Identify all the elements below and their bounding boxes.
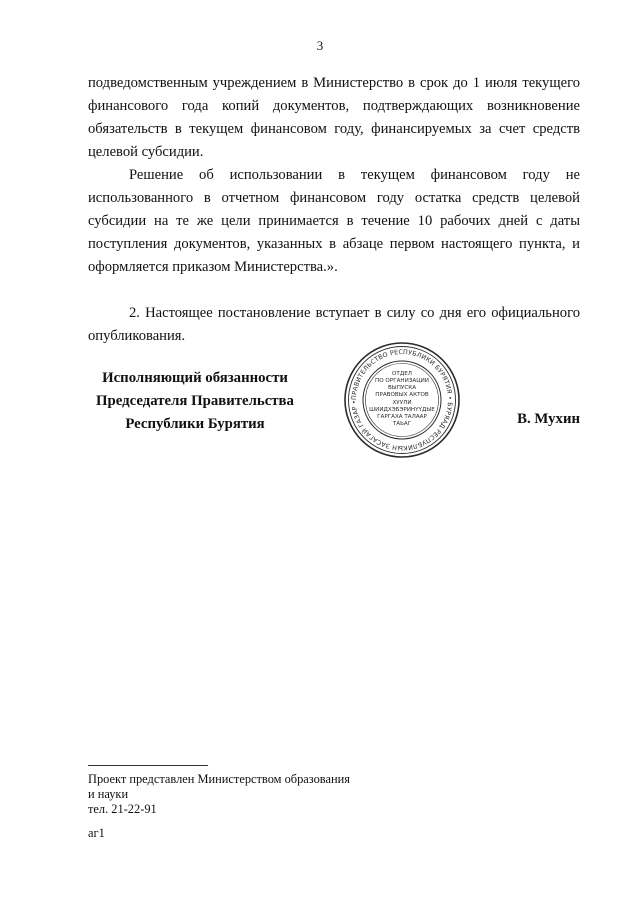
signatory-title-line: Исполняющий обязанности — [102, 370, 288, 386]
seal-center-text: ХУУЛИ — [392, 400, 412, 406]
footnote-line: и науки — [88, 787, 129, 801]
signatory-title-line: Председателя Правительства — [96, 393, 294, 409]
paragraph-decision: Решение об использовании в текущем финансовом году не использованного в отчетном финансовом году остатка средств целевой субсидии на те же цели принимается в течение 10 рабочих дней с даты поступления документов, указанных в абзаце первом настоящего пункта, и оформляется приказом Министерства.». — [88, 167, 580, 275]
signature-block — [88, 367, 580, 467]
seal-ring-text: ПРАВИТЕЛЬСТВО РЕСПУБЛИКИ БУРЯТИЯ • БУРЯАД РЕСПУБЛИКЫН ЗАСАГАЙ ГАЗАР • — [350, 348, 454, 452]
body-text — [88, 72, 580, 348]
footnote — [88, 765, 508, 817]
seal-center-text: ГАРГАХА ТАЛААР — [377, 414, 427, 420]
official-seal-icon — [342, 340, 462, 460]
signatory-title — [88, 367, 302, 436]
signatory-name: В. Мухин — [517, 411, 580, 427]
paragraph-subsidy-documents: подведомственным учреждением в Министерство в срок до 1 июля текущего финансового года копий документов, подтверждающих возникновение обязательств в текущем финансовом году, финансируемых за счет средств целевой субсидии. — [88, 75, 580, 160]
seal-center-text: ВЫПУСКА — [387, 385, 417, 391]
seal-center-text: ПРАВОВЫХ АКТОВ — [375, 392, 429, 398]
seal-center-text: ТАЬАГ — [392, 421, 412, 427]
signatory-title-line: Республики Бурятия — [125, 416, 265, 432]
page-number: 3 — [316, 38, 324, 53]
footnote-divider — [88, 765, 208, 766]
paragraph-entry-into-force: 2. Настоящее постановление вступает в силу со дня его официального опубликования. — [88, 305, 580, 344]
footnote-line: тел. 21-22-91 — [88, 802, 157, 816]
footnote-text — [88, 772, 508, 817]
seal-center-text: ШИИДХЭБЭРИНҮҮДЫЕ — [369, 407, 435, 413]
seal-center-text: ОТДЕЛ — [392, 371, 412, 377]
seal-center-text: ПО ОРГАНИЗАЦИИ — [375, 378, 429, 384]
footnote-line: Проект представлен Министерством образования — [88, 772, 350, 786]
document-code: аг1 — [88, 826, 105, 840]
